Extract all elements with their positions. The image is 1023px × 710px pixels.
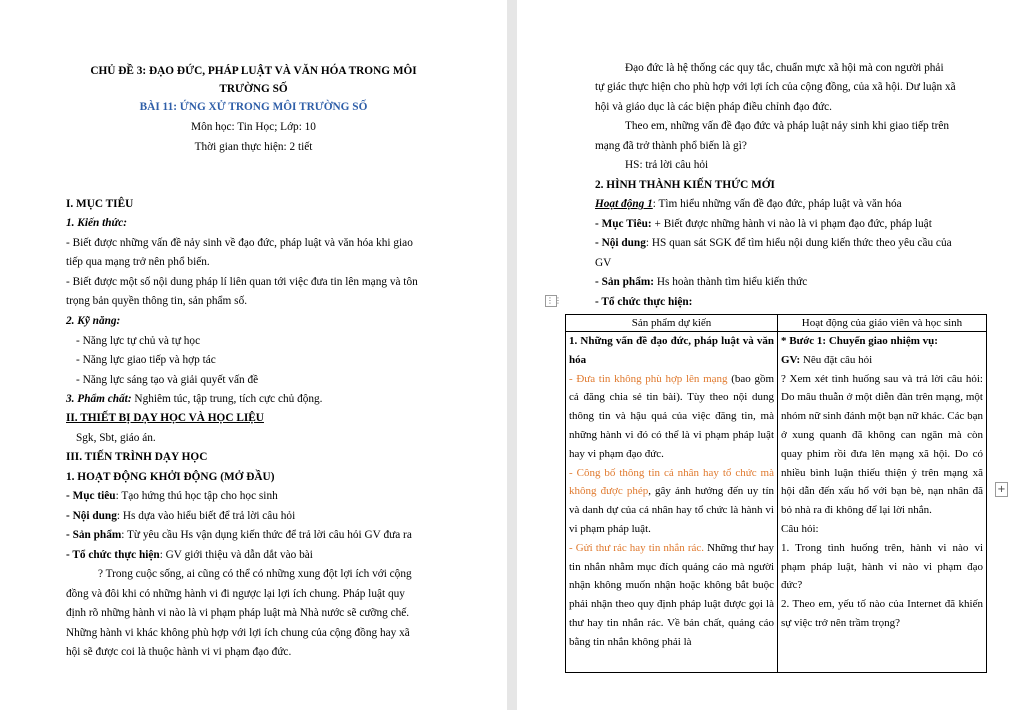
step-1-heading: * Bước 1: Chuyển giao nhiệm vụ: bbox=[781, 335, 938, 347]
product-item-3 bbox=[569, 539, 774, 652]
content-line-right bbox=[595, 236, 952, 250]
product-item-3-text: Những thư hay tin nhắn nhằm mục đích quảng cáo mà người nhận không muốn nhận hoặc không bắt buộc phải nhận theo quy định pháp luật được gọi là thư hay tin nhắn rác. Về bản chất, quảng cáo bằng tin nhắn không phải là bbox=[569, 541, 774, 648]
skill-item-1: - Năng lực tự chủ và tự học bbox=[76, 335, 201, 347]
knowledge-item-2a: - Biết được một số nội dung pháp lí liên quan tới việc đưa tin lên mạng và tôn bbox=[66, 276, 418, 288]
right-paragraph-line-1: Đạo đức là hệ thống các quy tắc, chuẩn mực xã hội mà con người phải bbox=[625, 62, 944, 74]
table-row bbox=[566, 332, 987, 673]
table-header-row bbox=[566, 315, 987, 332]
activity-label: Hoạt động 1 bbox=[595, 198, 653, 210]
skill-item-3: - Năng lực sáng tạo và giải quyết vấn đề bbox=[76, 374, 259, 386]
product-item-2-highlight: - Công bố thông tin cá nhân hay tổ chức mà không được phép bbox=[569, 466, 774, 498]
topic-title-line-1: CHỦ ĐỀ 3: ĐẠO ĐỨC, PHÁP LUẬT VÀ VĂN HÓA TRONG MÔI bbox=[90, 65, 417, 77]
product-line bbox=[66, 528, 412, 542]
goal-label: - Mục tiêu bbox=[66, 490, 116, 502]
question-2: 2. Theo em, yếu tố nào của Internet đã khiến sự việc trở nên trầm trọng? bbox=[781, 598, 983, 629]
right-paragraph-line-2: tự giác thực hiện cho phù hợp với lợi ích của cộng đồng, của xã hội. Dư luận xã bbox=[595, 81, 956, 93]
product-label-right: - Sản phẩm: bbox=[595, 276, 655, 288]
product-item-2-text: , gây ảnh hưởng đến uy tín và danh dự của cá nhân hay tổ chức là hành vi vi phạm pháp luật. bbox=[569, 485, 774, 535]
objective-line bbox=[595, 217, 932, 231]
teacher-label: GV: bbox=[781, 353, 801, 366]
section-procedure: III. TIẾN TRÌNH DẠY HỌC bbox=[66, 451, 208, 463]
lesson-title: BÀI 11: ỨNG XỬ TRONG MÔI TRƯỜNG SỐ bbox=[139, 101, 368, 113]
objective-text: + Biết được những hành vi nào là vi phạm đạo đức, pháp luật bbox=[651, 218, 932, 230]
product-item-1-highlight: - Đưa tin không phù hợp lên mạng bbox=[569, 372, 728, 385]
product-cell-content bbox=[569, 332, 774, 672]
knowledge-item-2b: trọng bản quyền thông tin, sản phẩm số. bbox=[66, 295, 248, 307]
content-line bbox=[66, 509, 295, 523]
organization-label: - Tổ chức thực hiện bbox=[66, 549, 160, 561]
topic-title-line-2: TRƯỜNG SỐ bbox=[219, 83, 288, 95]
table-cell-product[interactable] bbox=[566, 332, 778, 673]
activity-table[interactable] bbox=[565, 314, 987, 673]
qualities-label: 3. Phẩm chất: bbox=[66, 393, 132, 405]
equipment-text: Sgk, Sbt, giáo án. bbox=[76, 432, 156, 444]
organization-line bbox=[66, 548, 313, 562]
paragraph-line-3: định rõ những hành vi nào là vi phạm pháp luật mà Nhà nước sẽ cưỡng chế. bbox=[66, 607, 410, 619]
skill-item-2: - Năng lực giao tiếp và hợp tác bbox=[76, 354, 216, 366]
document-page-right[interactable] bbox=[517, 0, 1023, 710]
document-page-left[interactable] bbox=[0, 0, 507, 710]
product-item-3-highlight: - Gửi thư rác hay tin nhắn rác. bbox=[569, 541, 705, 554]
qualities-line bbox=[66, 392, 323, 406]
section-new-knowledge: 2. HÌNH THÀNH KIẾN THỨC MỚI bbox=[595, 179, 775, 191]
paragraph-line-2: đồng và đôi khi có những hành vi đi ngược lại lợi ích chung. Pháp luật quy bbox=[66, 588, 405, 600]
teacher-line bbox=[781, 351, 983, 370]
content-label: - Nội dung bbox=[66, 510, 117, 522]
table-move-handle-icon[interactable]: ⋮⋮ bbox=[546, 296, 562, 305]
table-header-activities: Hoạt động của giáo viên và học sinh bbox=[778, 315, 987, 332]
activity-line bbox=[595, 197, 902, 211]
objective-label: - Mục Tiêu: bbox=[595, 218, 652, 230]
teacher-text: Nêu đặt câu hỏi bbox=[800, 353, 873, 366]
content-label-right: - Nội dung bbox=[595, 237, 646, 249]
paragraph-line-1: ? Trong cuộc sống, ai cũng có thể có những xung đột lợi ích với cộng bbox=[98, 568, 412, 580]
right-paragraph-line-5: mạng đã trở thành phổ biến là gì? bbox=[595, 140, 747, 152]
product-item-2 bbox=[569, 464, 774, 539]
page-gap bbox=[507, 0, 517, 710]
skills-heading: 2. Kỹ năng: bbox=[66, 315, 121, 327]
product-text-right: Hs hoàn thành tìm hiểu kiến thức bbox=[654, 276, 808, 288]
organization-heading-right: - Tổ chức thực hiện: bbox=[595, 296, 693, 308]
paragraph-line-5: hội sẽ được coi là thuộc hành vi vi phạm đạo đức. bbox=[66, 646, 292, 658]
table-header-product: Sản phẩm dự kiến bbox=[566, 315, 778, 332]
section-equipment: II. THIẾT BỊ DẠY HỌC VÀ HỌC LIỆU bbox=[66, 412, 264, 424]
product-line-right bbox=[595, 275, 807, 289]
knowledge-item-1a: - Biết được những vấn đề nảy sinh về đạo đức, pháp luật và văn hóa khi giao bbox=[66, 237, 413, 249]
right-paragraph-line-4: Theo em, những vấn đề đạo đức và pháp luật nảy sinh khi giao tiếp trên bbox=[625, 120, 950, 132]
activity-1-heading: 1. HOẠT ĐỘNG KHỞI ĐỘNG (MỞ ĐẦU) bbox=[66, 471, 275, 483]
question-1: 1. Trong tình huống trên, hành vi nào vi phạm pháp luật, hành vi nào vi phạm đạo đức? bbox=[781, 541, 983, 592]
duration-info: Thời gian thực hiện: 2 tiết bbox=[194, 141, 313, 153]
product-text: : Từ yêu cầu Hs vận dụng kiến thức để trả lời câu hỏi GV đưa ra bbox=[121, 529, 412, 541]
student-answer: HS: trả lời câu hỏi bbox=[625, 159, 709, 171]
organization-text: : GV giới thiệu và dẫn dắt vào bài bbox=[159, 549, 313, 561]
activity-text: : Tìm hiểu những vấn đề đạo đức, pháp luật và văn hóa bbox=[652, 198, 902, 210]
activities-cell-content bbox=[781, 332, 983, 672]
content-line-right-2: GV bbox=[595, 257, 612, 269]
product-item-1 bbox=[569, 370, 774, 464]
add-column-plus-icon[interactable]: + bbox=[995, 482, 1008, 497]
content-text-right: : HS quan sát SGK để tìm hiểu nội dung kiến thức theo yêu cầu của bbox=[645, 237, 952, 249]
scenario-text: ? Xem xét tình huống sau và trả lời câu hỏi: Do mâu thuẫn ở một diễn đàn trên mạng, một nhóm nữ sinh đánh một bạn nữ khác. Các bạn ở xung quanh đã không can ngăn mà còn quay phim rồi đưa lên mạng xã hội. Do có nhiều bình luận thiếu thiện ý trên mạng xã hội dẫn đến xấu hổ với bạn bè, nạn nhân đã bỏ nhà ra đi không để lại lời nhắn. bbox=[781, 372, 983, 517]
content-text: : Hs dựa vào hiểu biết để trả lời câu hỏi bbox=[116, 510, 296, 522]
questions-label: Câu hỏi: bbox=[781, 522, 819, 535]
subject-info: Môn học: Tin Học; Lớp: 10 bbox=[191, 121, 316, 133]
qualities-text: Nghiêm túc, tập trung, tích cực chủ động. bbox=[131, 393, 323, 405]
goal-text: : Tạo hứng thú học tập cho học sinh bbox=[115, 490, 278, 502]
goal-line bbox=[66, 489, 278, 503]
knowledge-heading: 1. Kiến thức: bbox=[66, 217, 128, 229]
knowledge-item-1b: tiếp qua mạng trở nên phổ biến. bbox=[66, 256, 210, 268]
product-cell-title: 1. Những vấn đề đạo đức, pháp luật và văn hóa bbox=[569, 335, 774, 366]
right-paragraph-line-3: hội và giáo dục là các biện pháp điều chỉnh đạo đức. bbox=[595, 101, 832, 113]
product-item-1-text: (bao gồm cả đăng chia sẻ tin bài). Tùy theo nội dung thông tin và hậu quả của việc đăng tin, mà những hành vi đó có thể là vi phạm pháp luật hay vi phạm đạo đức. bbox=[569, 372, 774, 460]
section-objectives: I. MỤC TIÊU bbox=[66, 198, 134, 210]
paragraph-line-4: Những hành vi khác không phù hợp với lợi ích chung của cộng đồng hay xã bbox=[66, 627, 410, 639]
table-cell-activities[interactable] bbox=[778, 332, 987, 673]
product-label: - Sản phẩm bbox=[66, 529, 122, 541]
